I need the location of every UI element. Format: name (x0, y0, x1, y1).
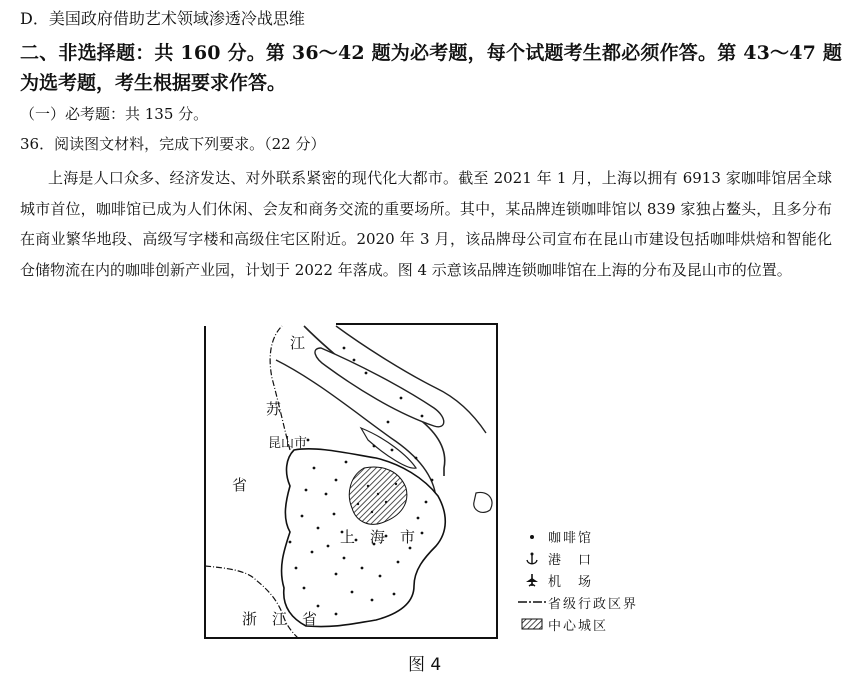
map-label-kunshan: 昆山市 (268, 436, 308, 451)
map-label-zhejiang: 浙 江 省 (242, 610, 318, 628)
legend-label: 中心城区 (548, 618, 609, 634)
map-label-shanghai: 上 海 市 (340, 528, 416, 546)
legend-label: 省级行政区界 (548, 596, 639, 612)
legend-label: 机 场 (548, 574, 594, 590)
subsection-heading: （一）必考题：共 135 分。 (20, 105, 209, 123)
option-d: D．美国政府借助艺术领域渗透冷战思维 (20, 9, 305, 28)
legend-item-port (516, 548, 638, 570)
legend-label: 咖啡馆 (548, 531, 594, 547)
boundary-line-icon (516, 599, 548, 605)
map-label-sheng: 省 (232, 476, 248, 494)
legend-item-central-area (516, 613, 638, 635)
legend-item-boundary (516, 591, 638, 613)
legend-item-cafe (516, 526, 638, 548)
section-heading-line1: 二、非选择题：共 160 分。第 36～42 题为必考题，每个试题考生都必须作答。第 43～47 题 (20, 42, 843, 64)
question-stem: 36．阅读图文材料，完成下列要求。（22 分） (20, 135, 326, 153)
figure-caption: 图 4 (408, 655, 442, 675)
map-legend (516, 526, 638, 635)
airplane-icon (516, 573, 548, 587)
anchor-icon (516, 552, 548, 566)
map-label-su: 苏 (266, 400, 282, 418)
cafe-dot-icon (516, 533, 548, 541)
legend-item-airport (516, 570, 638, 592)
offshore-island (474, 492, 492, 512)
hatched-box-icon (516, 618, 548, 630)
map-label-jiang: 江 (290, 334, 306, 352)
passage: 上海是人口众多、经济发达、对外联系紧密的现代化大都市。截至 2021 年 1 月，上海以拥有 6913 家咖啡馆居全球城市首位，咖啡馆已成为人们休闲、会友和商务交流的重要场所。其中，某品牌连锁咖啡馆以 839 家独占鳌头，且多分布在商业繁华地段、高级写字楼和高级住宅区附近。2020 年 3 月，该品牌母公司宣布在昆山市建设包括咖啡烘焙和智能化仓储物流在内的咖啡创新产业园，计划于 2022 年落成。图 4 示意该品牌连锁咖啡馆在上海的分布及昆山市的位置。 (20, 169, 832, 279)
legend-label: 港 口 (548, 553, 594, 569)
section-heading-line2: 为选考题，考生根据要求作答。 (20, 72, 287, 94)
shanghai-map (186, 318, 504, 644)
